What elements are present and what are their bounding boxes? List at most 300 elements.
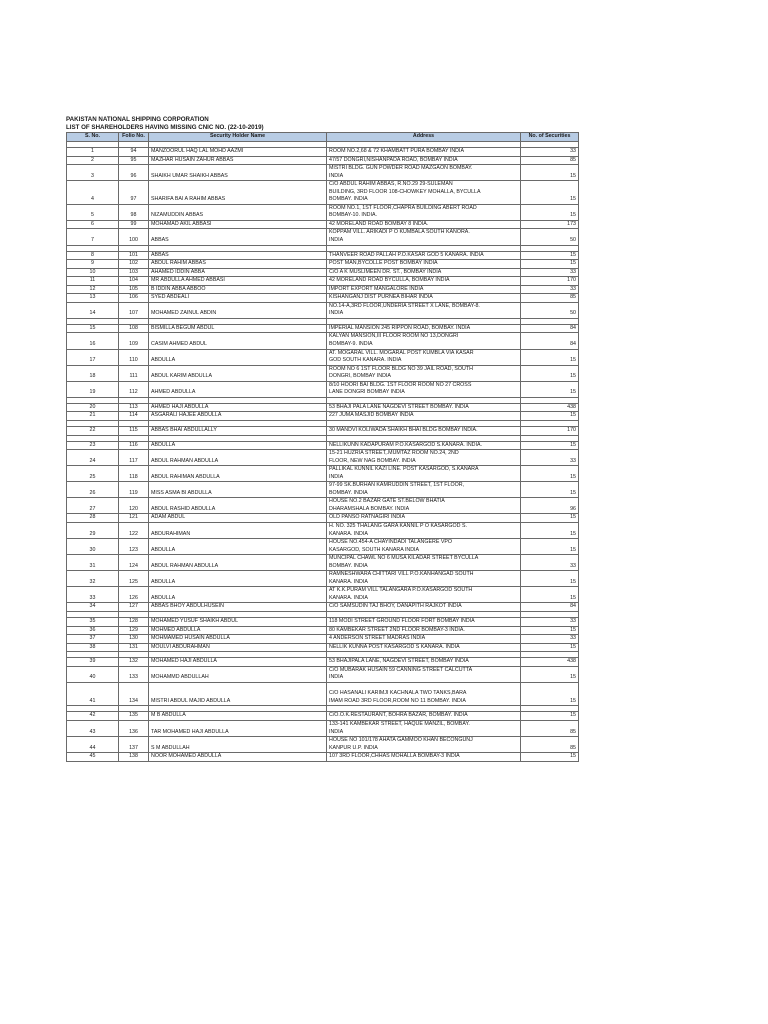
table-row (67, 381, 579, 397)
cell-folio: 126 (119, 587, 149, 603)
cell-sno: 26 (67, 482, 119, 498)
cell-address (327, 181, 521, 205)
table-row (67, 333, 579, 349)
cell-holder-name: MANZOORUL HAQ LAL MOHD AAZMI (149, 148, 327, 157)
address-line: KOPPAM VILL. ARIKADI P O KUMBALA SOUTH KANORA. (329, 229, 470, 236)
table-row (67, 229, 579, 245)
cell-address (327, 204, 521, 220)
document-page (66, 116, 578, 762)
address-line: POST MAN,BYCOLLE POST BOMBAY INDIA (329, 260, 438, 267)
cell-address (327, 587, 521, 603)
address-line: 97-99 SK.BURHAN KAMRUDDIN STREET, 1ST FLOOR, (329, 482, 465, 489)
cell-holder-name: MOHAMED ZAINUL ABDIN (149, 302, 327, 318)
table-row (67, 617, 579, 626)
cell-folio: 128 (119, 617, 149, 626)
cell-securities: 85 (521, 156, 579, 165)
cell-holder-name: ABBAS (149, 251, 327, 260)
cell-securities: 15 (521, 682, 579, 706)
address-line: BUILDING, 3RD FLOOR 108-CHOWKEY MOHALLA, BYCULLA (329, 188, 481, 195)
cell-sno: 31 (67, 555, 119, 571)
address-line: AT. MOGARAL VILL. MOGARAL POST KUMBLA VIA KASAR (329, 349, 474, 356)
cell-securities: 15 (521, 643, 579, 652)
cell-securities: 15 (521, 626, 579, 635)
cell-securities: 33 (521, 450, 579, 466)
cell-address (327, 260, 521, 269)
cell-folio: 96 (119, 165, 149, 181)
table-row (67, 165, 579, 181)
table-row (67, 181, 579, 205)
address-line: HOUSE NO 101/178 AHATA GAMMOO KHAN BECONGUNJ (329, 737, 473, 744)
cell-folio: 102 (119, 260, 149, 269)
cell-securities: 170 (521, 426, 579, 435)
table-row (67, 466, 579, 482)
table-row (67, 260, 579, 269)
address-line: AT K.K.PURAM VILL TALANGARA P.O.KASARGOD SOUTH (329, 587, 473, 594)
cell-address (327, 753, 521, 762)
cell-address (327, 721, 521, 737)
cell-holder-name: NIZAMUDDIN ABBAS (149, 204, 327, 220)
cell-holder-name: MOHAMMD ABDULLAH (149, 666, 327, 682)
cell-securities: 85 (521, 737, 579, 753)
cell-securities: 33 (521, 555, 579, 571)
cell-sno: 35 (67, 617, 119, 626)
table-row (67, 349, 579, 365)
header-securities: No. of Securities (521, 133, 579, 142)
cell-folio: 134 (119, 682, 149, 706)
shareholders-table (66, 132, 579, 762)
cell-folio: 123 (119, 539, 149, 555)
table-row (67, 539, 579, 555)
cell-holder-name: SYED ABDEALI (149, 294, 327, 303)
address-line: 80 KAMBEKAR STREET 2ND FLOOR BOMBAY-3 INDIA. (329, 626, 465, 633)
cell-sno: 17 (67, 349, 119, 365)
cell-holder-name: BISMILLA BEGUM ABDUL (149, 324, 327, 333)
address-line: 15-21 HUZRIA STREET,.MUMTAZ ROOM NO.24, 2ND (329, 450, 459, 457)
cell-sno: 45 (67, 753, 119, 762)
address-line: BOMBAY. INDIA (329, 489, 368, 496)
address-line: KANARA. INDIA (329, 578, 368, 585)
cell-securities: 15 (521, 412, 579, 421)
cell-holder-name: CASIM AHMED ABDUL (149, 333, 327, 349)
table-row (67, 324, 579, 333)
address-line: C/O HASANALI KARIMJI KACHNALA TWO TANKS,BARA (329, 690, 467, 697)
cell-sno: 37 (67, 635, 119, 644)
cell-sno: 22 (67, 426, 119, 435)
cell-sno: 10 (67, 268, 119, 277)
cell-address (327, 466, 521, 482)
cell-address (327, 294, 521, 303)
cell-holder-name: ABDULLA (149, 587, 327, 603)
address-line: 53 BHAJI PALA LANE NAGDEVI STREET BOMBAY. INDIA (329, 403, 469, 410)
cell-securities: 15 (521, 260, 579, 269)
cell-folio: 129 (119, 626, 149, 635)
cell-folio: 108 (119, 324, 149, 333)
table-row (67, 148, 579, 157)
cell-address (327, 514, 521, 523)
cell-address (327, 302, 521, 318)
cell-folio: 95 (119, 156, 149, 165)
cell-holder-name: MOHMED ABDULLA (149, 626, 327, 635)
cell-holder-name: MOHAMED HAJI ABDULLA (149, 658, 327, 667)
document-title: PAKISTAN NATIONAL SHIPPING CORPORATION (66, 116, 209, 123)
cell-holder-name: ABBAS (149, 229, 327, 245)
cell-folio: 120 (119, 498, 149, 514)
cell-securities: 15 (521, 466, 579, 482)
address-line: C/O MUBARAK HUSAIN 59 CANNING STREET CALCUTTA (329, 666, 473, 673)
cell-holder-name: B IDDIN ABBA ABBOO (149, 285, 327, 294)
address-line: ROOM NO 6 1ST FLOOR BLDG NO 39 JAIL ROAD, SOUTH (329, 365, 473, 372)
table-row (67, 571, 579, 587)
address-line: INDIA (329, 172, 344, 179)
address-line: KALYAN MANSION,III FLOOR ROOM NO 13,DONGRI (329, 333, 459, 340)
cell-holder-name: MOHAMED YUSUF SHAIKH ABDUL (149, 617, 327, 626)
cell-holder-name: MOHAMAD AKIL ABBASI (149, 220, 327, 229)
cell-sno: 21 (67, 412, 119, 421)
cell-securities: 15 (521, 587, 579, 603)
cell-holder-name: MISTRI ABDUL MAJID ABDULLA (149, 682, 327, 706)
cell-address (327, 643, 521, 652)
table-row (67, 156, 579, 165)
cell-sno: 20 (67, 403, 119, 412)
cell-holder-name: MAZHAR HUSAIN ZAHUR ABBAS (149, 156, 327, 165)
cell-address (327, 148, 521, 157)
address-line: INDIA (329, 310, 344, 317)
cell-address (327, 498, 521, 514)
cell-holder-name: MISS ASMA BI ABDULLA (149, 482, 327, 498)
cell-holder-name: ABDURAHIMAN (149, 522, 327, 538)
cell-securities: 33 (521, 635, 579, 644)
table-row (67, 587, 579, 603)
table-row (67, 251, 579, 260)
cell-holder-name: M B ABDULLA (149, 712, 327, 721)
header-sno: S. No. (67, 133, 119, 142)
address-line: KISHANGANJ DIST PURNEA BIHAR INDIA (329, 294, 433, 301)
address-line: NELLIK KUNNA POST KASARGOD S KANARA. INDIA (329, 643, 460, 650)
cell-securities: 96 (521, 498, 579, 514)
cell-address (327, 403, 521, 412)
cell-sno: 34 (67, 603, 119, 612)
address-line: 4 ANDERSON STREET MADRAS INDIA (329, 635, 426, 642)
address-line: INDIA (329, 473, 344, 480)
cell-address (327, 441, 521, 450)
table-row (67, 737, 579, 753)
table-row (67, 555, 579, 571)
cell-sno: 14 (67, 302, 119, 318)
cell-sno: 24 (67, 450, 119, 466)
cell-sno: 16 (67, 333, 119, 349)
cell-folio: 100 (119, 229, 149, 245)
cell-securities: 85 (521, 294, 579, 303)
cell-securities: 173 (521, 220, 579, 229)
address-line: NELLIKUNN KADAPURAM P.O.KASARGOD S.KANARA. INDIA. (329, 441, 482, 448)
cell-address (327, 268, 521, 277)
cell-address (327, 737, 521, 753)
address-line: OLD PANSO RATNAGIRI INDIA (329, 514, 406, 521)
cell-address (327, 333, 521, 349)
cell-sno: 18 (67, 365, 119, 381)
cell-sno: 39 (67, 658, 119, 667)
address-line: MISTRI BLDG. GUN POWDER ROAD MAZGAON BOMBAY. (329, 165, 473, 172)
address-line: LANE DONGRI BOMBAY INDIA (329, 389, 405, 396)
address-line: PALLIKAL KUNNIL KAZI LINE. POST KASARGOD, S.KANARA (329, 466, 479, 473)
cell-securities: 170 (521, 277, 579, 286)
cell-address (327, 277, 521, 286)
address-line: 133-141 KAMBEKAR STREET, HAQUE MANZIL, BOMBAY. (329, 721, 470, 727)
address-line: C/O SAMSUDIN TAJ BHOY, DANAPITH RAJKOT INDIA (329, 603, 462, 610)
cell-holder-name: ABDUL KARIM ABDULLA (149, 365, 327, 381)
cell-address (327, 426, 521, 435)
cell-folio: 94 (119, 148, 149, 157)
cell-holder-name: AHMED HAJI ABDULLA (149, 403, 327, 412)
address-line: 107 3RD FLOOR,CHHAS MOHALLA BOMBAY-3 INDIA (329, 753, 460, 760)
address-line: KANPUR U.P. INDIA (329, 744, 378, 751)
cell-securities: 438 (521, 658, 579, 667)
cell-securities: 15 (521, 753, 579, 762)
address-line: INDIA (329, 237, 344, 244)
cell-folio: 133 (119, 666, 149, 682)
cell-securities: 15 (521, 712, 579, 721)
cell-securities: 33 (521, 148, 579, 157)
cell-folio: 111 (119, 365, 149, 381)
cell-address (327, 603, 521, 612)
address-line: IMPORT EXPORT MANGALORE INDIA (329, 285, 424, 292)
address-line: BOMBAY-10. INDIA. (329, 212, 377, 219)
cell-folio: 130 (119, 635, 149, 644)
cell-holder-name: ABBAS BHAI ABDULLALLY (149, 426, 327, 435)
table-row (67, 403, 579, 412)
cell-holder-name: ABDULLA (149, 539, 327, 555)
address-line: KASARGOD, SOUTH KANARA INDIA (329, 546, 420, 553)
address-line: HOUSE NO.2 BAZAR GATE ST.BELOW BHATIA (329, 498, 445, 505)
cell-folio: 137 (119, 737, 149, 753)
cell-securities: 15 (521, 441, 579, 450)
cell-address (327, 571, 521, 587)
cell-folio: 136 (119, 721, 149, 737)
cell-address (327, 412, 521, 421)
table-body (67, 142, 579, 762)
address-line: 42 MORELAND ROAD BYCULLA, BOMBAY INDIA (329, 277, 450, 284)
cell-sno: 33 (67, 587, 119, 603)
cell-securities: 15 (521, 251, 579, 260)
address-line: BOMBAY. INDIA (329, 196, 368, 203)
cell-sno: 11 (67, 277, 119, 286)
cell-holder-name: NOOR MOHAMED ABDULLA (149, 753, 327, 762)
table-row (67, 498, 579, 514)
cell-folio: 118 (119, 466, 149, 482)
cell-holder-name: ABDUL RAHIMAN ABDULLA (149, 466, 327, 482)
table-row (67, 482, 579, 498)
cell-securities: 84 (521, 333, 579, 349)
cell-securities: 15 (521, 571, 579, 587)
table-row (67, 635, 579, 644)
cell-address (327, 666, 521, 682)
address-line: ROOM NO.1, 1ST FLOOR,CHAPRA BUILDING ABERT ROAD (329, 204, 477, 211)
table-row (67, 712, 579, 721)
cell-sno: 15 (67, 324, 119, 333)
cell-securities: 15 (521, 365, 579, 381)
cell-folio: 127 (119, 603, 149, 612)
cell-address (327, 635, 521, 644)
table-row (67, 220, 579, 229)
cell-sno: 41 (67, 682, 119, 706)
cell-securities: 33 (521, 617, 579, 626)
cell-securities: 15 (521, 181, 579, 205)
cell-folio: 113 (119, 403, 149, 412)
address-line: 53 BHAJIPALA LANE, NAGDEVI STREET, BOMBAY INDIA (329, 658, 469, 665)
address-line: 30 MANDVI KOLIWADA SHAIKH BHAI BLDG BOMBAY INDIA. (329, 426, 478, 433)
cell-holder-name: ABDUL RAHMAN ABDULLA (149, 450, 327, 466)
cell-folio: 132 (119, 658, 149, 667)
cell-folio: 122 (119, 522, 149, 538)
cell-address (327, 450, 521, 466)
cell-holder-name: MR ABDULLA AHMED ABBASI (149, 277, 327, 286)
address-line: KANARA. INDIA (329, 530, 368, 537)
cell-securities: 15 (521, 204, 579, 220)
cell-holder-name: AHAMED IDDIN ABBA (149, 268, 327, 277)
table-row (67, 753, 579, 762)
cell-sno: 3 (67, 165, 119, 181)
address-line: NO.14-A,3RD FLOOR,UNDERIA STREET X LANE, BOMBAY-8. (329, 302, 480, 309)
table-row (67, 682, 579, 706)
cell-sno: 25 (67, 466, 119, 482)
header-folio: Folio No. (119, 133, 149, 142)
cell-address (327, 712, 521, 721)
address-line: GOD SOUTH KANARA. INDIA (329, 357, 402, 364)
cell-sno: 13 (67, 294, 119, 303)
cell-sno: 30 (67, 539, 119, 555)
address-line: RAMNESHWARA CHITTARI VILL P.O.KANHANGAD SOUTH (329, 571, 474, 578)
cell-sno: 6 (67, 220, 119, 229)
cell-address (327, 229, 521, 245)
cell-sno: 7 (67, 229, 119, 245)
address-line: KANARA. INDIA (329, 594, 368, 601)
cell-address (327, 522, 521, 538)
cell-address (327, 251, 521, 260)
cell-holder-name: SHAIKH UMAR SHAIKH ABBAS (149, 165, 327, 181)
address-line: MUNCIPAL CHAWL NO 6 MUSA KILADAR STREET BYCULLA (329, 555, 479, 562)
cell-securities: 438 (521, 403, 579, 412)
cell-folio: 131 (119, 643, 149, 652)
cell-sno: 32 (67, 571, 119, 587)
cell-address (327, 658, 521, 667)
cell-securities: 15 (521, 514, 579, 523)
address-line: IMPERIAL MANSION 245 RIPPON ROAD, BOMBAY. INDIA (329, 324, 471, 331)
cell-address (327, 324, 521, 333)
cell-holder-name: ABBAS BHOY ABDULHUSEIN (149, 603, 327, 612)
cell-holder-name: ABDULLA (149, 349, 327, 365)
cell-address (327, 381, 521, 397)
table-row (67, 658, 579, 667)
address-line (329, 683, 518, 691)
cell-folio: 109 (119, 333, 149, 349)
cell-holder-name: ABDUL RAHMAN ABDULLA (149, 555, 327, 571)
cell-sno: 23 (67, 441, 119, 450)
cell-folio: 135 (119, 712, 149, 721)
cell-holder-name: AHMED ABDULLA (149, 381, 327, 397)
address-line: ROOM NO.2,68 & 72 KHAMBATT PURA BOMBAY INDIA (329, 148, 465, 154)
table-row (67, 626, 579, 635)
cell-sno: 36 (67, 626, 119, 635)
cell-sno: 9 (67, 260, 119, 269)
cell-address (327, 482, 521, 498)
cell-address (327, 539, 521, 555)
cell-holder-name: SHARIFA BAI A RAHIM ABBAS (149, 181, 327, 205)
table-row (67, 643, 579, 652)
table-row (67, 450, 579, 466)
cell-folio: 121 (119, 514, 149, 523)
address-line: 42 MORELAND ROAD BOMBAY 8 INDIA. (329, 220, 429, 227)
cell-folio: 112 (119, 381, 149, 397)
cell-folio: 105 (119, 285, 149, 294)
cell-securities: 15 (521, 482, 579, 498)
cell-securities: 15 (521, 165, 579, 181)
address-line: INDIA (329, 728, 344, 735)
cell-holder-name: MOULVI ABDURAHMAN (149, 643, 327, 652)
table-row (67, 441, 579, 450)
cell-folio: 125 (119, 571, 149, 587)
cell-sno: 4 (67, 181, 119, 205)
cell-folio: 110 (119, 349, 149, 365)
cell-address (327, 285, 521, 294)
table-row (67, 204, 579, 220)
cell-address (327, 617, 521, 626)
address-line: FLOOR, NEW NAG BOMBAY. INDIA (329, 457, 416, 464)
cell-securities: 15 (521, 666, 579, 682)
address-line: C/O.O.K.RESTAURANT, BOHRA BAZAR, BOMBAY. INDIA (329, 712, 468, 719)
address-line: 8/10 HOORI BAI BLDG. 1ST FLOOR ROOM NO 27 CROSS (329, 381, 472, 388)
cell-securities: 33 (521, 285, 579, 294)
cell-securities: 85 (521, 721, 579, 737)
document-subtitle: LIST OF SHAREHOLDERS HAVING MISSING CNIC NO. (22-10-2019) (66, 124, 264, 131)
table-row (67, 277, 579, 286)
cell-folio: 103 (119, 268, 149, 277)
cell-securities: 15 (521, 539, 579, 555)
cell-sno: 1 (67, 148, 119, 157)
cell-folio: 115 (119, 426, 149, 435)
header-holder-name: Security Holder Name (149, 133, 327, 142)
address-line: 47/57 DONGRI,NISHANPADA ROAD, BOMBAY INDIA (329, 156, 458, 163)
cell-holder-name: ABDULLA (149, 441, 327, 450)
cell-folio: 104 (119, 277, 149, 286)
table-row (67, 302, 579, 318)
cell-securities: 50 (521, 229, 579, 245)
address-line: THANVEER ROAD PALLAH P.O.KASAR GOD 5 KANARA. INDIA (329, 251, 484, 258)
cell-sno: 2 (67, 156, 119, 165)
address-line: 227 JUMA MASJID BOMBAY INDIA (329, 412, 414, 419)
address-line: IMAM ROAD 3RD FLOOR,ROOM NO 11 BOMBAY. INDIA (329, 697, 466, 704)
cell-securities: 84 (521, 603, 579, 612)
table-row (67, 666, 579, 682)
address-line: DHARAMSHALA BOMBAY. INDIA (329, 505, 410, 512)
cell-sno: 44 (67, 737, 119, 753)
cell-sno: 27 (67, 498, 119, 514)
cell-sno: 5 (67, 204, 119, 220)
cell-holder-name: ABDULLA (149, 571, 327, 587)
cell-folio: 124 (119, 555, 149, 571)
cell-sno: 8 (67, 251, 119, 260)
cell-folio: 114 (119, 412, 149, 421)
cell-folio: 138 (119, 753, 149, 762)
table-row (67, 721, 579, 737)
cell-sno: 29 (67, 522, 119, 538)
cell-address (327, 682, 521, 706)
cell-holder-name: ASGARALI HAJEE ABDULLA (149, 412, 327, 421)
table-row (67, 522, 579, 538)
cell-folio: 107 (119, 302, 149, 318)
table-row (67, 268, 579, 277)
cell-sno: 28 (67, 514, 119, 523)
address-line: 118 MODI STREET GROUND FLOOR FORT BOMBAY INDIA (329, 617, 475, 624)
